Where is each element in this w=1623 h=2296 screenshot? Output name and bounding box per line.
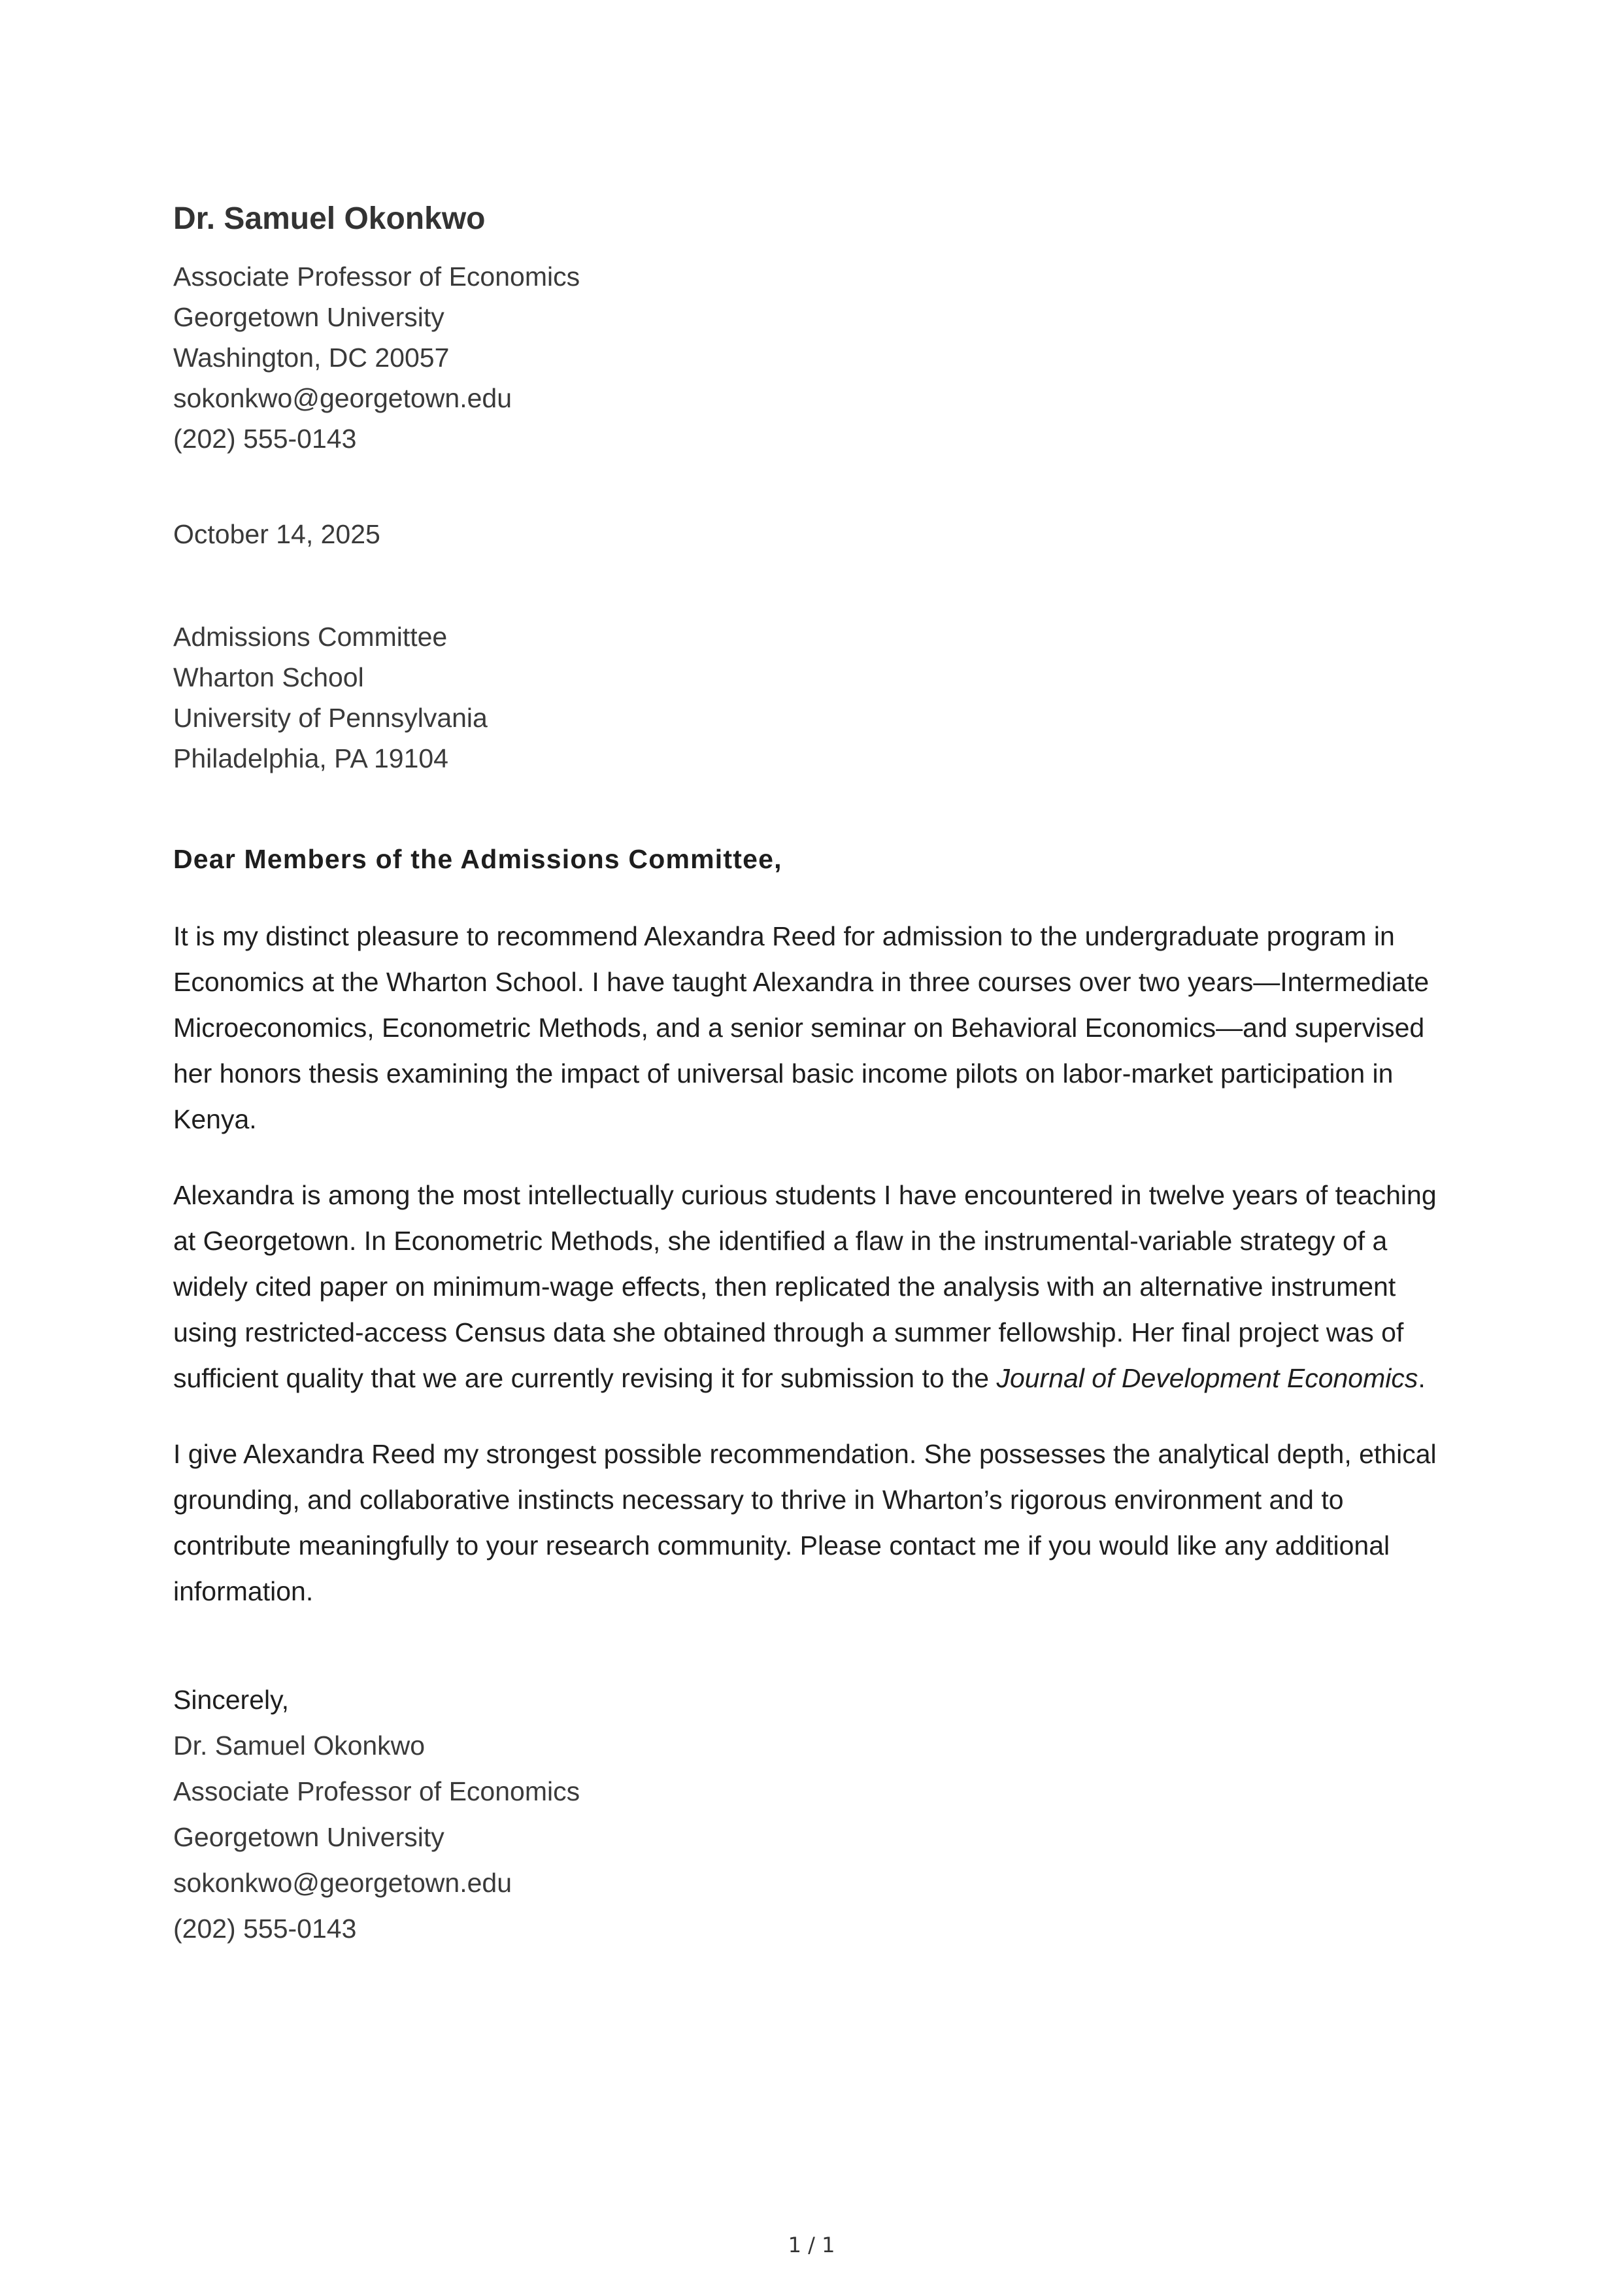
body-paragraph-1: It is my distinct pleasure to recommend Alexandra Reed for admission to the undergraduate program in Economics at the Wharton School. I have taught Alexandra in three courses over two years—Intermediate Microeconomics, Econometric Methods, and a senior seminar on Behavioral Economics—and supervised her honors thesis examining the impact of universal basic income pilots on labor-market participation in Kenya.	[173, 921, 1430, 1134]
body-paragraph-2-end: .	[1418, 1363, 1426, 1393]
sender-block	[173, 196, 1454, 459]
sender-name: Dr. Samuel Okonkwo	[173, 201, 486, 236]
recipient-school: Wharton School	[173, 662, 364, 692]
sender-phone: (202) 555-0143	[173, 424, 357, 454]
sender-institution: Georgetown University	[173, 302, 444, 332]
letter-page	[173, 196, 1454, 1951]
recipient-address: Philadelphia, PA 19104	[173, 743, 448, 773]
signature-institution: Georgetown University	[173, 1822, 444, 1852]
salutation: Dear Members of the Admissions Committee,	[173, 844, 782, 874]
recipient-block	[173, 616, 1454, 779]
page-indicator: 1 / 1	[788, 2233, 835, 2257]
recipient-university: University of Pennsylvania	[173, 703, 488, 733]
body-paragraph-2	[173, 1172, 1454, 1401]
sender-title: Associate Professor of Economics	[173, 262, 580, 292]
signature-name: Dr. Samuel Okonkwo	[173, 1730, 426, 1761]
journal-title: Journal of Development Economics	[996, 1363, 1418, 1393]
letter-date: October 14, 2025	[173, 519, 380, 549]
closing-block	[173, 1677, 1454, 1951]
recipient-committee: Admissions Committee	[173, 622, 448, 652]
signature-email: sokonkwo@georgetown.edu	[173, 1868, 512, 1898]
closing-word: Sincerely,	[173, 1685, 289, 1715]
body-paragraph-2-text: Alexandra is among the most intellectually curious students I have encountered in twelve years of teaching at Georgetown. In Econometric Methods, she identified a flaw in the instrumental-variable strategy of a widely cited paper on minimum-wage effects, then replicated the analysis with an alternative instrument using restricted-access Census data she obtained through a summer fellowship. Her final project was of sufficient quality that we are currently revising it for submission to the	[173, 1180, 1437, 1393]
sender-address: Washington, DC 20057	[173, 343, 450, 373]
signature-phone: (202) 555-0143	[173, 1914, 357, 1944]
body-paragraph-3: I give Alexandra Reed my strongest possible recommendation. She possesses the analytical depth, ethical grounding, and collaborative instincts necessary to thrive in Wharton’s rigorous environment and to contribute meaningfully to your research community. Please contact me if you would like any additional information.	[173, 1439, 1437, 1606]
signature-title: Associate Professor of Economics	[173, 1776, 580, 1806]
sender-email: sokonkwo@georgetown.edu	[173, 383, 512, 413]
